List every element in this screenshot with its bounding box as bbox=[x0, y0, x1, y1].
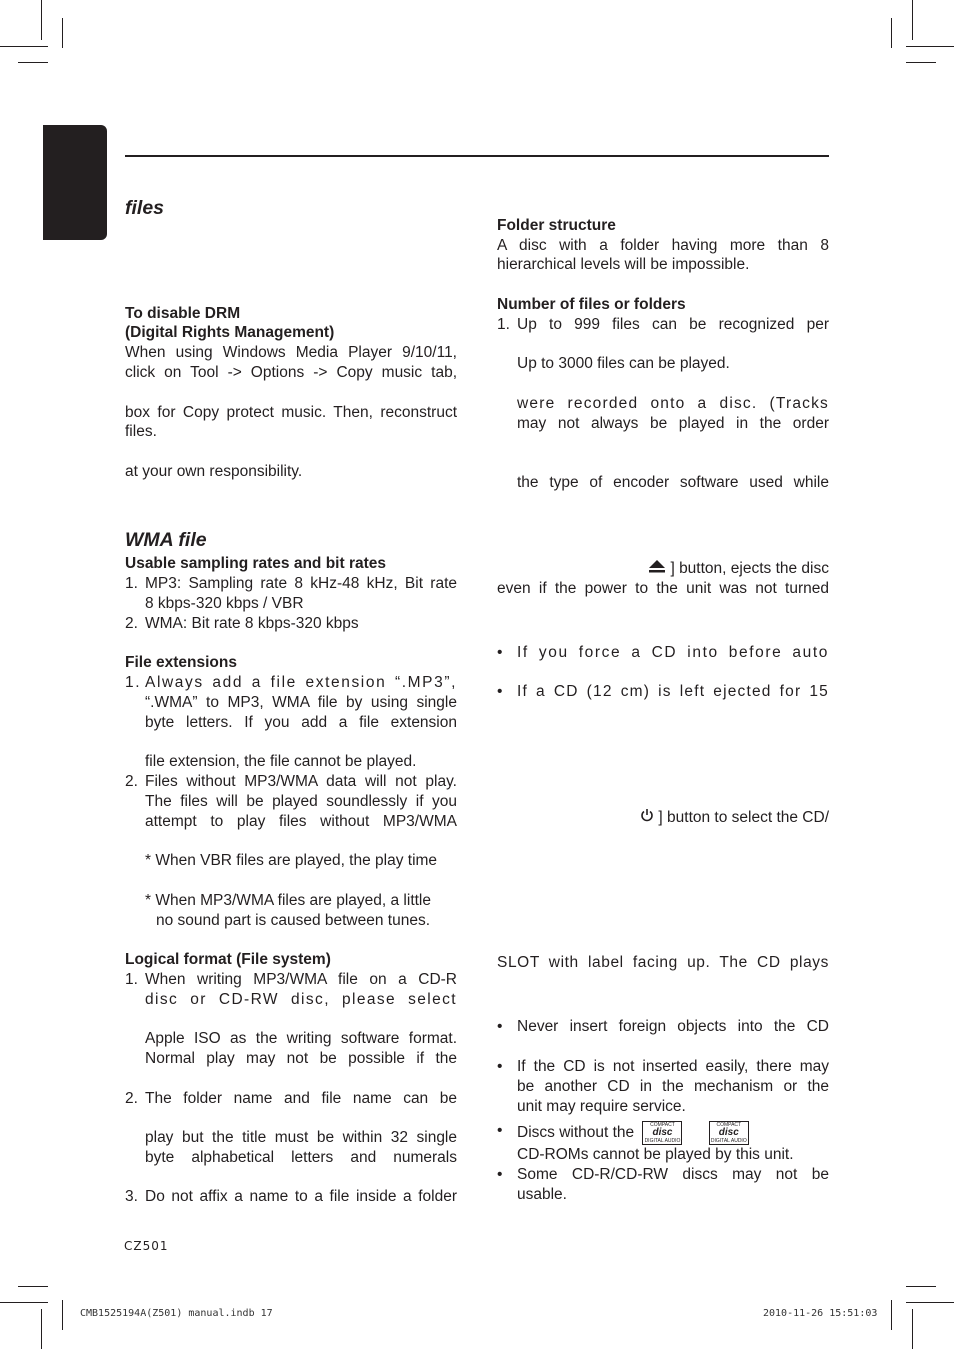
drm-heading: To disable DRM bbox=[125, 305, 241, 322]
header-rule bbox=[125, 155, 829, 157]
crop-mark bbox=[0, 1302, 48, 1303]
section-title-files: files bbox=[125, 197, 165, 219]
bullet-text: Never insert foreign objects into the CD bbox=[517, 1018, 829, 1035]
ext-item-cont: file extension, the file cannot be played. bbox=[145, 753, 417, 770]
fs-heading: Logical format (File system) bbox=[125, 951, 331, 968]
list-number: 3. bbox=[125, 1188, 138, 1205]
bullet-item-cont: usable. bbox=[517, 1186, 567, 1203]
bullet-text: If a CD (12 cm) is left ejected for 15 bbox=[517, 683, 829, 700]
crop-mark bbox=[906, 62, 936, 63]
list-number: 1. bbox=[125, 971, 138, 988]
list-text: MP3: Sampling rate 8 kHz-48 kHz, Bit rate bbox=[145, 575, 457, 592]
ext-item-note: * When VBR files are played, the play time bbox=[145, 852, 438, 869]
count-item-cont: the type of encoder software used while bbox=[517, 474, 829, 491]
rates-item bbox=[125, 614, 457, 634]
ext-item-cont: attempt to play files without MP3/WMA bbox=[145, 813, 457, 830]
fs-item-cont: Apple ISO as the writing software format. bbox=[145, 1030, 457, 1047]
list-number: 1. bbox=[497, 316, 510, 333]
drm-text: files. bbox=[125, 423, 157, 440]
footer-timestamp: 2010-11-26 15:51:03 bbox=[763, 1308, 878, 1319]
count-item-cont: Up to 3000 files can be played. bbox=[517, 355, 730, 372]
crop-mark bbox=[62, 18, 63, 48]
crop-mark bbox=[41, 1309, 42, 1349]
ext-item-note: no sound part is caused between tunes. bbox=[156, 912, 431, 929]
fs-item-cont: byte alphabetical letters and numerals bbox=[145, 1149, 457, 1166]
power-text-label: ] button to select the CD/ bbox=[658, 809, 829, 827]
crop-mark bbox=[891, 1300, 892, 1330]
ext-item bbox=[125, 673, 457, 693]
language-tab bbox=[43, 125, 107, 240]
model-number: CZ501 bbox=[124, 1239, 169, 1253]
rates-item-cont: 8 kbps-320 kbps / VBR bbox=[145, 595, 304, 612]
crop-mark bbox=[912, 0, 913, 40]
bullet-item-cont: unit may require service. bbox=[517, 1098, 686, 1115]
crop-mark bbox=[891, 18, 892, 48]
folder-heading: Folder structure bbox=[497, 217, 616, 234]
bullet-item: • Some CD-R/CD-RW discs may not be bbox=[497, 1166, 829, 1183]
list-text: Always add a file extension “.MP3”, bbox=[145, 674, 457, 691]
list-number: 1. bbox=[125, 674, 142, 691]
bullet-item: • If the CD is not inserted easily, there may bbox=[497, 1058, 829, 1075]
list-text: Up to 999 files can be recognized per bbox=[517, 316, 829, 333]
list-number: 1. bbox=[125, 575, 138, 592]
crop-mark bbox=[906, 1302, 954, 1303]
ext-item-cont: The files will be played soundlessly if you bbox=[145, 793, 457, 810]
fs-item bbox=[125, 970, 457, 990]
crop-mark bbox=[18, 1286, 48, 1287]
rates-heading: Usable sampling rates and bit rates bbox=[125, 555, 387, 572]
count-item bbox=[497, 315, 829, 335]
bullet-item: • Never insert foreign objects into the CD bbox=[497, 1018, 829, 1035]
list-text: Do not affix a name to a file inside a folder bbox=[145, 1188, 457, 1205]
crop-mark bbox=[18, 62, 48, 63]
crop-mark bbox=[41, 0, 42, 40]
fs-item bbox=[125, 1089, 457, 1109]
ext-item-cont: byte letters. If you add a file extension bbox=[145, 714, 457, 731]
bullet-item: • If a CD (12 cm) is left ejected for 15 bbox=[497, 683, 829, 700]
ext-heading: File extensions bbox=[125, 654, 237, 671]
section-title-wma: WMA file bbox=[125, 529, 207, 551]
list-number: 2. bbox=[125, 1090, 138, 1107]
crop-mark bbox=[906, 46, 954, 47]
drm-text: click on Tool -> Options -> Copy music tab, bbox=[125, 364, 457, 381]
bullet-text: Discs without the bbox=[517, 1124, 635, 1142]
bullet-text: Some CD-R/CD-RW discs may not be bbox=[517, 1166, 829, 1183]
bullet-item-cont: CD-ROMs cannot be played by this unit. bbox=[517, 1146, 794, 1163]
list-text: When writing MP3/WMA file on a CD-R bbox=[145, 971, 457, 988]
ext-item-cont: “.WMA” to MP3, WMA file by using single bbox=[145, 694, 457, 711]
drm-text: at your own responsibility. bbox=[125, 463, 303, 480]
crop-mark bbox=[0, 46, 48, 47]
count-item-cont: may not always be played in the order bbox=[517, 415, 829, 432]
list-number: 2. bbox=[125, 773, 138, 790]
bullet-text: If the CD is not inserted easily, there may bbox=[517, 1058, 829, 1075]
list-text: WMA: Bit rate 8 kbps-320 kbps bbox=[145, 615, 359, 632]
fs-item-cont: play but the title must be within 32 single bbox=[145, 1129, 457, 1146]
count-item-cont: were recorded onto a disc. (Tracks bbox=[517, 395, 829, 412]
list-text: The folder name and file name can be bbox=[145, 1090, 457, 1107]
bullet-item: • Discs without the COMPACT disc DIGITAL AUDIO COMPACT disc DIGITAL AUDIO bbox=[497, 1121, 829, 1145]
eject-text bbox=[497, 559, 829, 579]
folder-text: A disc with a folder having more than 8 bbox=[497, 237, 829, 254]
drm-heading-sub: (Digital Rights Management) bbox=[125, 324, 335, 341]
rates-item bbox=[125, 574, 457, 594]
power-text bbox=[497, 808, 829, 828]
fs-item-cont: Normal play may not be possible if the bbox=[145, 1050, 457, 1067]
drm-text: box for Copy protect music. Then, reconstruct bbox=[125, 404, 457, 421]
ext-item-note: * When MP3/WMA files are played, a little bbox=[145, 892, 432, 909]
slot-text: SLOT with label facing up. The CD plays bbox=[497, 954, 829, 971]
compact-disc-logo: COMPACT disc DIGITAL AUDIO bbox=[642, 1121, 682, 1145]
eject-text: even if the power to the unit was not turned bbox=[497, 580, 829, 597]
compact-disc-logo: COMPACT disc DIGITAL AUDIO bbox=[709, 1121, 749, 1145]
power-icon bbox=[640, 808, 654, 828]
bullet-item-cont: be another CD in the mechanism or the bbox=[517, 1078, 829, 1095]
folder-text: hierarchical levels will be impossible. bbox=[497, 256, 750, 273]
fs-item-cont: disc or CD-RW disc, please select bbox=[145, 991, 457, 1008]
crop-mark bbox=[906, 1286, 936, 1287]
list-number: 2. bbox=[125, 615, 138, 632]
bullet-text: If you force a CD into before auto bbox=[517, 644, 829, 661]
eject-text-label: ] button, ejects the disc bbox=[670, 560, 829, 578]
drm-text: When using Windows Media Player 9/10/11, bbox=[125, 344, 457, 361]
eject-icon bbox=[648, 559, 666, 579]
crop-mark bbox=[912, 1309, 913, 1349]
footer-file-info: CMB1525194A(Z501) manual.indb 17 bbox=[80, 1308, 273, 1319]
count-heading: Number of files or folders bbox=[497, 296, 686, 313]
fs-item bbox=[125, 1187, 457, 1207]
crop-mark bbox=[62, 1300, 63, 1330]
bullet-item: • If you force a CD into before auto bbox=[497, 644, 829, 661]
list-text: Files without MP3/WMA data will not play. bbox=[145, 773, 457, 790]
ext-item bbox=[125, 772, 457, 792]
